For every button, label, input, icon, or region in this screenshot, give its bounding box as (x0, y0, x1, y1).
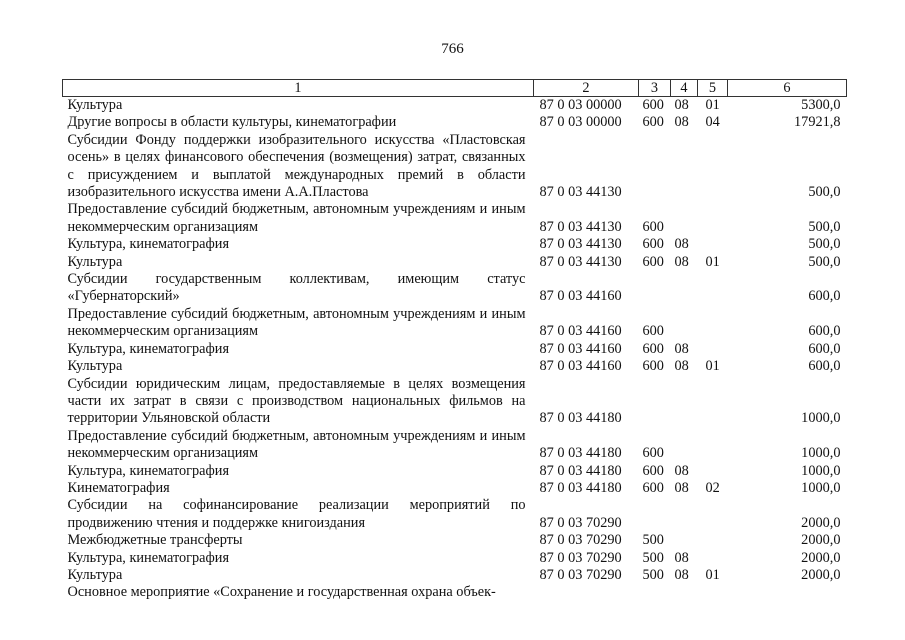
table-row (63, 114, 847, 131)
table-row (63, 480, 847, 497)
row-col-4 (671, 306, 698, 341)
row-col-3 (639, 271, 671, 306)
header-col-4: 4 (671, 80, 698, 97)
row-col-3 (639, 132, 671, 202)
row-col-5 (698, 271, 728, 306)
row-amount: 600,0 (808, 340, 841, 357)
row-col-5 (698, 236, 728, 253)
row-col-3: 600 (642, 97, 664, 113)
row-amount: 2000,0 (801, 549, 841, 566)
row-code: 87 0 03 00000 (539, 114, 622, 131)
table-header (63, 80, 847, 97)
header-col-1: 1 (63, 80, 534, 97)
row-col-5 (698, 428, 728, 463)
table-row (63, 341, 847, 358)
row-col-3: 600 (642, 253, 664, 270)
row-name: Культура, кинематография (67, 340, 230, 357)
row-col-4 (671, 132, 698, 202)
row-code: 87 0 03 44130 (539, 218, 622, 235)
row-col-5 (698, 532, 728, 549)
row-code: 87 0 03 44130 (539, 184, 622, 201)
row-name: Субсидии Фонду поддержки изобразительного искусства «Пластовская осень» в целях финансового обеспечения (возмещения) затрат, связанных с присуждением и выплатой международных премий в области изобразительного искусства имени А.А.Пластова (67, 131, 526, 201)
budget-table (62, 79, 847, 602)
row-amount: 500,0 (808, 218, 841, 235)
row-amount: 500,0 (808, 236, 841, 253)
row-name: Субсидии юридическим лицам, предоставляемые в целях возмещения части их затрат в связи с производством национальных фильмов на территории Ульяновской области (67, 375, 526, 427)
row-code: 87 0 03 44160 (539, 288, 622, 305)
header-col-3: 3 (639, 80, 671, 97)
row-col-3: 600 (642, 358, 664, 375)
row-name: Основное мероприятие «Сохранение и государственная охрана объек- (67, 584, 496, 601)
row-name: Культура (67, 358, 123, 375)
row-col-4: 08 (674, 479, 689, 496)
row-amount: 600,0 (808, 323, 841, 340)
table-row (63, 584, 847, 601)
table-row (63, 97, 847, 115)
header-col-2: 2 (534, 80, 639, 97)
row-amount: 1000,0 (801, 410, 841, 427)
row-code: 87 0 03 44180 (539, 410, 622, 427)
row-amount: 1000,0 (801, 462, 841, 479)
row-col-4 (671, 201, 698, 236)
table-row (63, 550, 847, 567)
row-col-5: 01 (705, 358, 720, 375)
row-col-5: 01 (705, 97, 720, 113)
row-amount: 600,0 (808, 358, 841, 375)
table-row (63, 271, 847, 306)
page-number: 766 (441, 41, 464, 57)
table-row (63, 497, 847, 532)
row-col-5 (698, 306, 728, 341)
row-col-4: 08 (674, 253, 689, 270)
row-name: Культура, кинематография (67, 236, 230, 253)
row-col-5: 01 (705, 566, 720, 583)
row-name: Кинематография (67, 479, 170, 496)
row-name: Предоставление субсидий бюджетным, автономным учреждениям и иным некоммерческим организациям (67, 201, 526, 235)
row-col-3: 500 (642, 566, 664, 583)
row-code: 87 0 03 00000 (539, 97, 622, 113)
row-col-4: 08 (674, 340, 689, 357)
row-col-4 (671, 271, 698, 306)
table-body (63, 97, 847, 602)
table-row (63, 254, 847, 271)
row-col-3 (639, 376, 671, 428)
row-code: 87 0 03 44160 (539, 340, 622, 357)
row-code: 87 0 03 44130 (539, 253, 622, 270)
row-name: Субсидии государственным коллективам, имеющим статус «Губернаторский» (67, 271, 526, 305)
row-amount: 1000,0 (801, 445, 841, 462)
row-col-3: 600 (642, 323, 664, 340)
header-row (63, 80, 847, 97)
row-col-4: 08 (674, 236, 689, 253)
row-col-3: 500 (642, 532, 664, 549)
row-amount: 2000,0 (801, 566, 841, 583)
row-col-3: 600 (642, 462, 664, 479)
row-code: 87 0 03 70290 (539, 549, 622, 566)
row-col-3: 600 (642, 445, 664, 462)
row-col-4 (671, 376, 698, 428)
row-col-3: 600 (642, 340, 664, 357)
row-col-3: 600 (642, 218, 664, 235)
row-amount (728, 584, 847, 601)
row-col-3: 600 (642, 114, 664, 131)
row-amount: 1000,0 (801, 479, 841, 496)
row-amount: 500,0 (808, 184, 841, 201)
header-col-6: 6 (728, 80, 847, 97)
row-name: Культура (67, 253, 123, 270)
row-col-4 (671, 497, 698, 532)
row-col-4 (671, 428, 698, 463)
row-name: Предоставление субсидий бюджетным, автономным учреждениям и иным некоммерческим организациям (67, 427, 526, 462)
row-name: Культура, кинематография (67, 549, 230, 566)
row-col-4 (671, 584, 698, 601)
row-col-5 (698, 550, 728, 567)
row-name: Другие вопросы в области культуры, кинематографии (67, 114, 397, 131)
row-col-5 (698, 463, 728, 480)
row-col-5 (698, 201, 728, 236)
row-col-3: 600 (642, 236, 664, 253)
header-col-5: 5 (698, 80, 728, 97)
table-row (63, 567, 847, 584)
row-col-4: 08 (674, 114, 689, 131)
table-row (63, 463, 847, 480)
row-col-5 (698, 341, 728, 358)
row-name: Культура (67, 97, 123, 113)
table-row (63, 358, 847, 375)
table-row (63, 236, 847, 253)
row-col-5: 04 (705, 114, 720, 131)
row-col-3 (639, 584, 671, 601)
row-col-4: 08 (674, 358, 689, 375)
row-code (534, 584, 639, 601)
row-code: 87 0 03 44160 (539, 323, 622, 340)
row-name: Культура, кинематография (67, 462, 230, 479)
row-col-3 (639, 497, 671, 532)
row-name: Предоставление субсидий бюджетным, автономным учреждениям и иным некоммерческим организациям (67, 305, 526, 340)
row-code: 87 0 03 44180 (539, 445, 622, 462)
row-amount: 600,0 (808, 288, 841, 305)
row-col-4: 08 (674, 566, 689, 583)
row-amount: 2000,0 (801, 532, 841, 549)
table-row (63, 376, 847, 428)
row-code: 87 0 03 44130 (539, 236, 622, 253)
row-name: Культура (67, 566, 123, 583)
row-col-5 (698, 584, 728, 601)
row-col-4: 08 (674, 462, 689, 479)
row-col-4: 08 (674, 549, 689, 566)
row-amount: 5300,0 (801, 97, 841, 113)
row-code: 87 0 03 44180 (539, 479, 622, 496)
table-row (63, 132, 847, 202)
row-col-5: 02 (705, 479, 720, 496)
row-col-5: 01 (705, 253, 720, 270)
table-row (63, 306, 847, 341)
row-code: 87 0 03 44180 (539, 462, 622, 479)
row-code: 87 0 03 70290 (539, 566, 622, 583)
row-amount: 2000,0 (801, 514, 841, 531)
row-col-4 (671, 532, 698, 549)
row-code: 87 0 03 70290 (539, 532, 622, 549)
row-col-3: 500 (642, 549, 664, 566)
row-name: Субсидии на софинансирование реализации мероприятий по продвижению чтения и поддержке книгоиздания (67, 497, 526, 531)
row-col-5 (698, 376, 728, 428)
row-name: Межбюджетные трансферты (67, 532, 243, 549)
row-code: 87 0 03 44160 (539, 358, 622, 375)
row-amount: 500,0 (808, 253, 841, 270)
row-col-5 (698, 497, 728, 532)
row-amount: 17921,8 (794, 114, 841, 131)
row-col-3: 600 (642, 479, 664, 496)
row-col-4: 08 (674, 97, 689, 113)
row-code: 87 0 03 70290 (539, 514, 622, 531)
table-row (63, 201, 847, 236)
table-row (63, 428, 847, 463)
row-col-5 (698, 132, 728, 202)
table-row (63, 532, 847, 549)
